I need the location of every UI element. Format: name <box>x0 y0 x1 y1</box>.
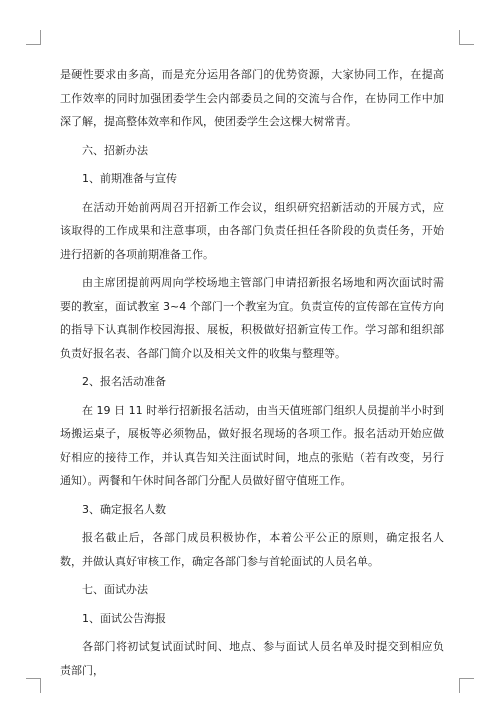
crop-mark-top-left <box>26 30 41 45</box>
crop-mark-top-right <box>459 30 474 45</box>
subheading-poster: 1、面试公告海报 <box>82 611 166 625</box>
subheading-preparation: 1、前期准备与宣传 <box>82 172 177 185</box>
paragraph-venue-publicity: 由主席团提前两周向学校场地主管部门申请招新报名场地和两次面试时需要的教室，面试教室 3~4 个部门一个教室为宜。负责宣传的宣传部在宣传方向的指导下认真制作校园海报、展板，积极做好招新宣传工作。学习部和组织部负责好报名表、各部门简介以及相关文件的收集与整理等。 <box>60 276 444 360</box>
paragraph-registration: 在 19 日 11 时举行招新报名活动，由当天值班部门组织人员提前半小时到场搬运桌子，展板等必须物品，做好报名现场的各项工作。报名活动开始应做好相应的接待工作，并认真告知关注面试时间，地点的张贴（若有改变，另行通知）。两餐和午休时间各部门分配人员做好留守值班工作。 <box>60 403 444 487</box>
paragraph-poster: 各部门将初试复试面试时间、地点、参与面试人员名单及时提交到相应负责部门， <box>60 640 444 677</box>
paragraph-meeting: 在活动开始前两周召开招新工作会议，组织研究招新活动的开展方式，应该取得的工作成果和注意事项，由各部门负责任担任各阶段的负责任务，开始进行招新的各项前期准备工作。 <box>60 200 444 261</box>
subheading-registration-prep: 2、报名活动准备 <box>82 375 166 388</box>
crop-mark-bottom-left <box>26 678 41 693</box>
crop-mark-bottom-right <box>459 678 474 693</box>
document-body <box>60 63 444 687</box>
subheading-count: 3、确定报名人数 <box>82 502 166 516</box>
paragraph-count: 报名截止后，各部门成员积极协作，本着公平公正的原则，确定报名人数，并做认真好审核工作，确定各部门参与首轮面试的人员名单。 <box>60 531 444 568</box>
section-heading-recruitment: 六、招新办法 <box>82 143 148 157</box>
section-heading-interview: 七、面试办法 <box>82 583 148 596</box>
paragraph-continued: 是硬性要求由多高，而是充分运用各部门的优势资源，大家协同工作，在提高工作效率的同时加强团委学生会内部委员之间的交流与合作，在协同工作中加深了解，提高整体效率和作风，使团委学生会这棵大树常青。 <box>60 68 444 128</box>
